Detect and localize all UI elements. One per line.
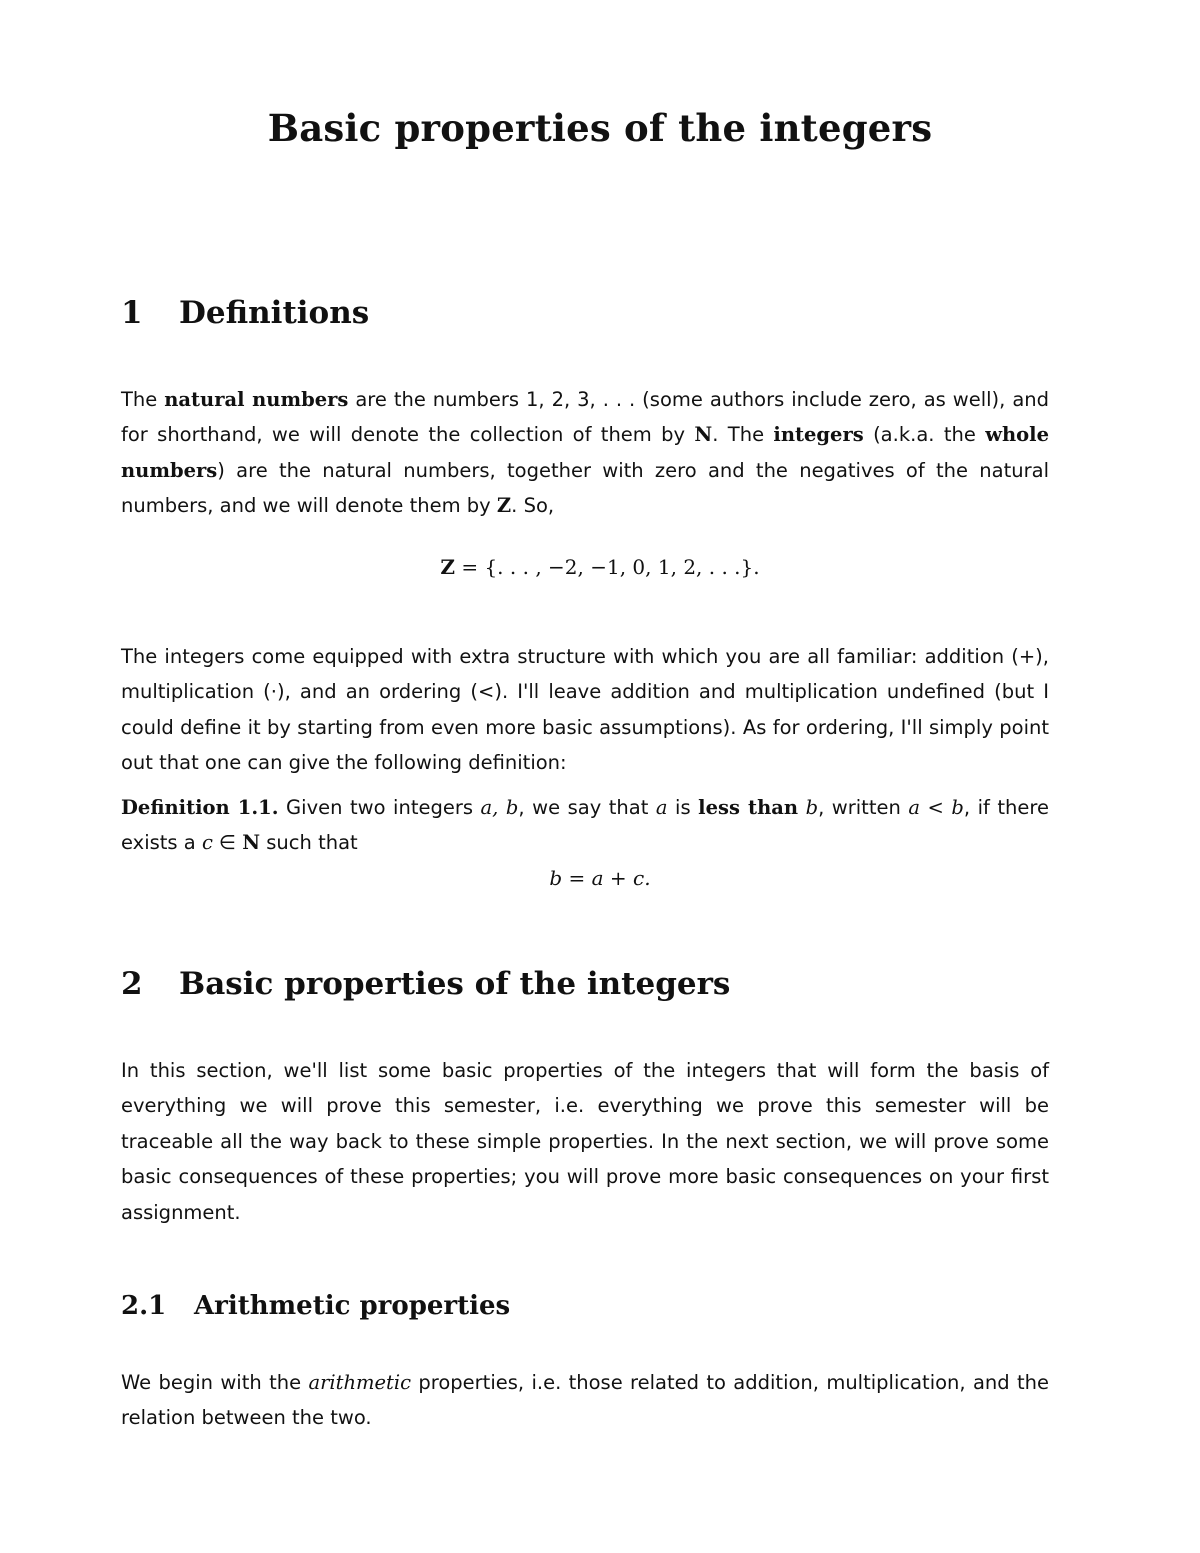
math-b: b — [805, 796, 819, 819]
math-a-b: a, b — [480, 796, 519, 819]
text: is — [667, 796, 699, 819]
text: ) are the natural numbers, together with zero and the negatives of the natural numbers, and we will denote them by — [121, 458, 1049, 518]
text: properties, i.e. those related to addition, multiplication, and the relation between the two. — [121, 1371, 1049, 1430]
term-integers: integers — [773, 423, 864, 447]
definition-1-1 — [121, 790, 1049, 861]
term-less-than: less than — [698, 796, 799, 819]
text: are the numbers 1, 2, 3, . . . (some authors include zero, as well), and for shorthand, we will denote the collection of them by — [121, 388, 1050, 447]
text: such that — [260, 831, 358, 855]
emphasis-arithmetic: arithmetic — [308, 1371, 412, 1394]
paragraph-section-intro: In this section, we'll list some basic properties of the integers that will form the basis of everything we will prove this semester, i.e. everything we prove this semester will be traceable all the way back to these simple properties. In the next section, we will prove some basic consequences of these properties; you will prove more basic consequences on your first assignment. — [121, 1059, 1049, 1224]
equation-b-equals-a-plus-c — [0, 866, 1200, 890]
math-a-less-b: a < b — [908, 796, 964, 819]
definition-label: Definition 1.1. — [121, 796, 279, 819]
symbol-Z: Z — [440, 555, 455, 579]
text: Given two integers — [278, 796, 481, 819]
subsection-heading-arithmetic — [121, 1291, 510, 1321]
text: The — [121, 388, 165, 411]
section-title: Definitions — [179, 295, 370, 331]
text: . So, — [511, 494, 555, 518]
equation-text: b = a + c. — [549, 866, 651, 890]
equation-rest: = {. . . , −2, −1, 0, 1, 2, . . .}. — [454, 555, 760, 579]
text — [798, 796, 806, 819]
subsection-number: 2.1 — [121, 1291, 167, 1321]
paragraph-structure: The integers come equipped with extra structure with which you are all familiar: addition (+), multiplication (·), and an ordering (<). I'll leave addition and multiplication undefined (but I could define it by starting from even more basic assumptions). As for ordering, I'll simply point out that one can give the following definition: — [121, 645, 1049, 775]
section-number: 1 — [121, 295, 143, 331]
section-heading-definitions — [121, 295, 369, 331]
equation-integers-set — [0, 555, 1200, 579]
symbol-Z: Z — [496, 494, 512, 518]
text: ∈ — [212, 831, 243, 855]
text: , we say that — [518, 796, 656, 819]
section-heading-basic-properties — [121, 966, 730, 1002]
term-whole-numbers: whole numbers — [121, 423, 1049, 482]
section-title: Basic properties of the integers — [179, 966, 731, 1002]
math-a: a — [655, 796, 668, 819]
subsection-title: Arithmetic properties — [194, 1291, 511, 1321]
text: , if there exists a — [121, 796, 1049, 855]
term-natural-numbers: natural numbers — [164, 388, 349, 411]
text: (a.k.a. the — [863, 423, 986, 447]
paragraph-natural-numbers — [121, 382, 1049, 524]
symbol-N: N — [694, 423, 713, 447]
math-c: c — [201, 831, 213, 855]
symbol-N: N — [242, 831, 261, 855]
section-number: 2 — [121, 966, 143, 1002]
document-title: Basic properties of the integers — [267, 106, 933, 150]
paragraph-arithmetic — [121, 1365, 1049, 1436]
text: , written — [818, 796, 909, 819]
text: . The — [712, 423, 774, 447]
text: We begin with the — [121, 1371, 309, 1394]
